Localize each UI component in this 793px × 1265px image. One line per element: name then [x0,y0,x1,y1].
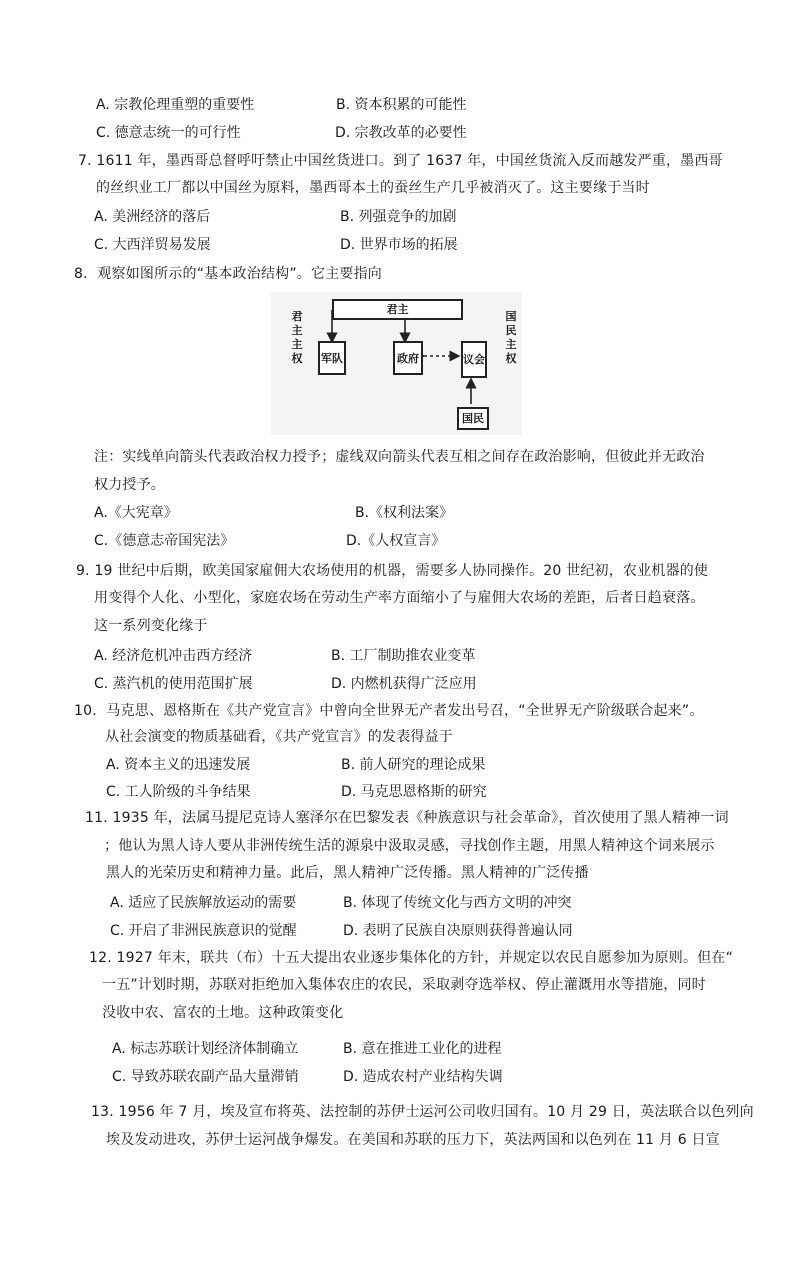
q11-stem-line-1: 11. 1935 年，法属马提尼克诗人塞泽尔在巴黎发表《种族意识与社会革命》，首次使用了黑人精神一词 [85,810,729,826]
national-sovereignty-label: 国民主权 [505,310,517,365]
q12-stem-line-2: 一五”计划时期，苏联对拒绝加入集体农庄的农民，采取剥夺选举权、停止灌溉用水等措施，同时 [102,977,706,993]
q9-option-a: A. 经济危机冲击西方经济 [94,648,253,664]
q10-option-c: C. 工人阶级的斗争结果 [106,784,251,800]
q7-stem-line-1: 7. 1611 年，墨西哥总督呼吁禁止中国丝货进口。到了 1637 年，中国丝货流入反而越发严重，墨西哥 [78,153,723,169]
q8-option-c: C.《德意志帝国宪法》 [94,533,235,549]
q9-stem-line-3: 这一系列变化缘于 [94,618,208,634]
q10-option-b: B. 前人研究的理论成果 [341,757,486,773]
q11-stem-line-3: 黑人的光荣历史和精神力量。此后，黑人精神广泛传播。黑人精神的广泛传播 [106,865,589,881]
q13-stem-line-1: 13. 1956 年 7 月，埃及宣布将英、法控制的苏伊士运河公司收归国有。10 月 29 日，英法联合以色列向 [91,1104,754,1120]
q8-stem-line-1: 8．观察如图所示的“基本政治结构”。它主要指向 [74,266,383,282]
q12-option-a: A. 标志苏联计划经济体制确立 [112,1041,299,1057]
q11-stem-line-2: ；他认为黑人诗人要从非洲传统生活的源泉中汲取灵感，寻找创作主题，用黑人精神这个词来展示 [104,838,715,854]
q9-stem-line-1: 9. 19 世纪中后期，欧美国家雇佣大农场使用的机器，需要多人协同操作。20 世纪初，农业机器的使 [76,563,709,579]
q10-option-a: A. 资本主义的迅速发展 [106,757,251,773]
parliament-box: 议会 [461,341,487,378]
q7-option-b: B. 列强竞争的加剧 [340,209,457,225]
q10-stem-line-1: 10．马克思、恩格斯在《共产党宣言》中曾向全世界无产者发出号召，“全世界无产阶级联合起来”。 [74,703,704,719]
q6-option-c: C. 德意志统一的可行性 [96,125,241,141]
q13-stem-line-2: 埃及发动进攻，苏伊士运河战争爆发。在美国和苏联的压力下，英法两国和以色列在 11 月 6 日宣 [106,1132,720,1148]
q11-option-d: D. 表明了民族自决原则获得普遍认同 [343,923,573,939]
q6-option-a: A. 宗教伦理重塑的重要性 [96,97,255,113]
q8-note-line-2: 权力授予。 [94,477,165,493]
government-box: 政府 [393,341,423,375]
monarch-sovereignty-label: 君主主权 [291,310,303,365]
q11-option-c: C. 开启了非洲民族意识的觉醒 [110,923,297,939]
q6-option-d: D. 宗教改革的必要性 [335,125,467,141]
q12-option-c: C. 导致苏联农副产品大量滞销 [112,1069,299,1085]
q6-option-b: B. 资本积累的可能性 [336,97,467,113]
citizens-box: 国民 [457,407,489,430]
q12-stem-line-1: 12. 1927 年末，联共（布）十五大提出农业逐步集体化的方针，并规定以农民自愿参加为原则。但在“ [89,950,734,966]
army-box: 军队 [318,341,346,375]
q7-option-c: C. 大西洋贸易发展 [94,237,211,253]
q12-option-d: D. 造成农村产业结构失调 [343,1069,503,1085]
q7-option-d: D. 世界市场的拓展 [340,237,458,253]
q11-option-a: A. 适应了民族解放运动的需要 [110,895,297,911]
q11-option-b: B. 体现了传统文化与西方文明的冲突 [343,895,572,911]
q10-stem-line-2: 从社会演变的物质基础看，《共产党宣言》的发表得益于 [105,729,453,745]
q8-option-d: D.《人权宣言》 [346,533,446,549]
political-structure-diagram [271,292,522,435]
q8-note-line-1: 注：实线单向箭头代表政治权力授予；虚线双向箭头代表互相之间存在政治影响，但彼此并无政治 [94,449,705,465]
q12-option-b: B. 意在推进工业化的进程 [343,1041,502,1057]
q9-stem-line-2: 用变得个人化、小型化，家庭农场在劳动生产率方面缩小了与雇佣大农场的差距，后者日趋衰落。 [94,590,705,606]
q10-option-d: D. 马克思恩格斯的研究 [341,784,487,800]
q9-option-b: B. 工厂制助推农业变革 [331,648,476,664]
q7-stem-line-2: 的丝织业工厂都以中国丝为原料，墨西哥本土的蚕丝生产几乎被消灭了。这主要缘于当时 [96,180,650,196]
monarch-box: 君主 [332,299,463,320]
q9-option-c: C. 蒸汽机的使用范围扩展 [94,676,253,692]
q9-option-d: D. 内燃机获得广泛应用 [331,676,477,692]
q12-stem-line-3: 没收中农、富农的土地。这种政策变化 [102,1005,344,1021]
q8-option-a: A.《大宪章》 [94,505,178,521]
q8-option-b: B.《权利法案》 [355,505,454,521]
q7-option-a: A. 美洲经济的落后 [94,209,211,225]
